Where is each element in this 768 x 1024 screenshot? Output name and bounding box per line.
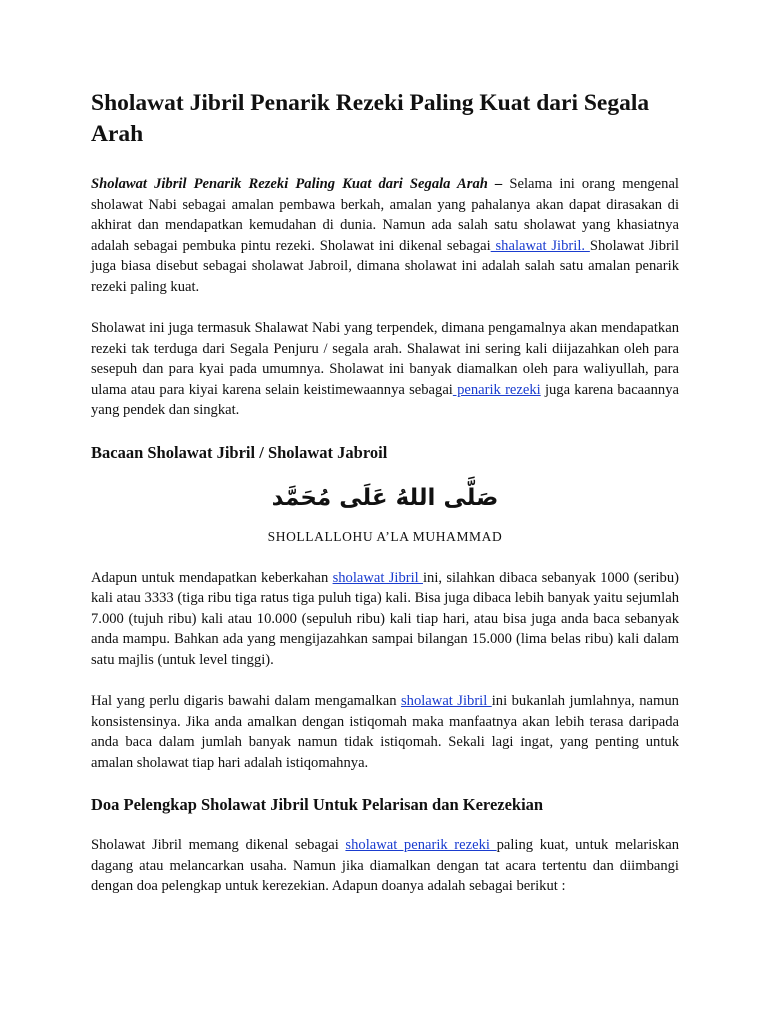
link-penarik-rezeki[interactable]: penarik rezeki: [452, 381, 541, 398]
paragraph-2: [91, 318, 679, 421]
paragraph-4: [91, 691, 679, 773]
para3-text-2: ini, silahkan dibaca sebanyak 1000 (seribu) kali atau 3333 (tiga ribu tiga ratus tiga puluh tiga) kali. Bisa juga dibaca lebih banyak yaitu sejumlah 7.000 (tujuh ribu) kali atau 10.000 (sepuluh ribu) kali tiap hari, atau bisa juga anda baca sebanyak anda mampu. Bahkan ada yang mengijazahkan sampai bilangan 15.000 (lima belas ribu) kali dalam satu majlis (untuk level tinggi).: [91, 569, 679, 668]
intro-text-1: Selama ini orang mengenal sholawat Nabi sebagai amalan pembawa berkah, amalan yang pahalanya akan dapat dirasakan di akhirat dan mendapatkan kemudahan di dunia. Namun ada salah satu sholawat yang khasiatnya adalah sebagai pembuka pintu rezeki. Sholawat ini dikenal sebagai: [91, 176, 679, 254]
arabic-text: صَلَّى اللهُ عَلَى مُحَمَّد: [271, 484, 499, 511]
paragraph-5: [91, 835, 679, 897]
para5-text-1: Sholawat Jibril memang dikenal sebagai: [91, 837, 346, 853]
transliteration: SHOLLALLOHU A’LA MUHAMMAD: [267, 528, 503, 544]
section-heading-bacaan: Bacaan Sholawat Jibril / Sholawat Jabroil: [91, 442, 388, 462]
intro-text-2: Sholawat Jibril juga biasa disebut sebagai sholawat Jabroil, dimana sholawat ini adalah salah satu amalan penarik rezeki paling kuat.: [91, 237, 679, 295]
para3-text-1: Adapun untuk mendapatkan keberkahan: [91, 569, 333, 586]
article: [91, 88, 679, 897]
link-sholawat-jibril-1[interactable]: sholawat Jibril: [332, 569, 423, 586]
intro-lead: Sholawat Jibril Penarik Rezeki Paling Kuat dari Segala Arah –: [91, 176, 503, 192]
intro-paragraph: [91, 174, 679, 297]
link-sholawat-penarik-rezeki[interactable]: sholawat penarik rezeki: [345, 837, 497, 853]
para2-text-2: juga karena bacaannya yang pendek dan singkat.: [91, 381, 679, 418]
link-shalawat-jibril[interactable]: shalawat Jibril.: [490, 237, 590, 254]
page-title: Sholawat Jibril Penarik Rezeki Paling Kuat dari Segala Arah: [91, 90, 650, 147]
para2-text-1: Sholawat ini juga termasuk Shalawat Nabi yang terpendek, dimana pengamalnya akan mendapatkan rezeki tak terduga dari Segala Penjuru / segala arah. Shalawat ini sering kali diijazahkan oleh para sesepuh dan para kyai pada umumnya. Sholawat ini banyak diamalkan oleh para waliyullah, para ulama atau para kiyai karena selain keistimewaannya sebagai: [91, 320, 679, 398]
section-heading-doa: Doa Pelengkap Sholawat Jibril Untuk Pelarisan dan Kerezekian: [91, 795, 544, 814]
paragraph-3: [91, 568, 679, 671]
para5-text-2: paling kuat, untuk melariskan dagang atau melancarkan usaha. Namun jika diamalkan dengan tat acara tertentu dan diimbangi dengan doa pelengkap untuk kerezekian. Adapun doanya adalah sebagai berikut :: [91, 837, 679, 894]
para4-text-2: ini bukanlah jumlahnya, namun konsistensinya. Jika anda amalkan dengan istiqomah maka manfaatnya akan lebih terasa daripada anda baca dalam jumlah banyak namun tidak istiqomah. Sekali lagi ingat, yang penting untuk amalan sholawat tiap hari adalah istiqomahnya.: [91, 693, 679, 771]
link-sholawat-jibril-2[interactable]: sholawat Jibril: [400, 693, 492, 709]
para4-text-1: Hal yang perlu digaris bawahi dalam mengamalkan: [91, 693, 401, 709]
